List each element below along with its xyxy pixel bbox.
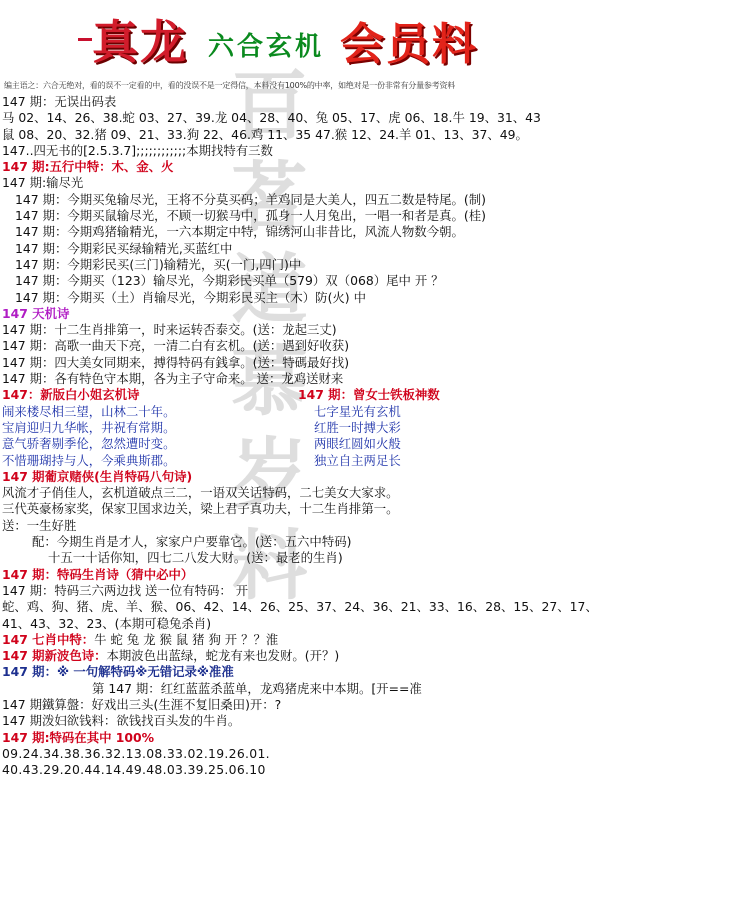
poem-left-line: 不惜珊瑚持与人，今乘典斯郡。: [2, 452, 176, 468]
text-line: 147 期：今期买（土）肖输尽光，今期彩民买主（木）防(火) 中: [15, 289, 366, 305]
right-column-title: 147 期：曾女士铁板神数: [298, 387, 440, 403]
logo-title-part3: 会员料: [340, 19, 478, 70]
watermark-char: 百: [231, 61, 308, 150]
poem-right-line: 两眼红圆如火般: [314, 436, 401, 452]
text-line: 第 147 期：红红蓝蓝杀蓝单，龙鸡猪虎来中本期。[开==准: [92, 680, 422, 696]
text-line: 147 期：高歌一曲天下亮，一清二白有玄机。(送：遇到好收获): [2, 338, 350, 354]
text-line: 147 期：今期彩民买绿输精光,买蓝红中: [15, 240, 233, 256]
watermark-char: 茗: [231, 153, 308, 242]
poem-right-line: 独立自主两足长: [314, 452, 401, 468]
disclaimer-notice: 编主语之：六合无绝对，看的误不一定看的中，看的没误不是一定得信，本料没有100%的中率，如绝对是一份非常有分量参考资料: [4, 81, 456, 90]
text-line: 147 期：十二生肖排第一，时来运转否泰交。(送：龙起三丈): [2, 322, 337, 338]
text-line: 147 期：特码三六两边找 送一位有特码： 开: [2, 582, 249, 598]
text-line: 147 期：今期买（123）输尽光，今期彩民买单（579）双（068）尾中 开 ？: [15, 273, 444, 289]
logo-title-part2: 六合玄机: [208, 32, 325, 62]
poem-right-line: 红胜一时搏大彩: [314, 419, 401, 435]
poem-left-line: 闹来楼尽相三望，山林二十年。: [2, 403, 176, 419]
text-line: [0, 632, 744, 648]
poem-row: [0, 453, 744, 469]
text-line: 鼠 08、20、32.猪 09、21、33.狗 22、46.鸡 11、35 47.猴 12、24.羊 01、13、37、49。: [2, 126, 528, 142]
section-bottom: [0, 469, 744, 779]
text-line: 三代英豪杨家奖，保家卫国求边关，梁上君子真功夫，十二生肖排第一。: [2, 501, 399, 517]
text-line: [0, 648, 744, 664]
text-line: 41、43、32、23、(本期可稳兔杀肖): [2, 615, 212, 631]
text-line: 十五一十话你知，四七二八发大财。(送：最老的生肖): [48, 550, 343, 566]
text-line: 蛇、鸡、狗、猪、虎、羊、猴、06、42、14、26、25、37、24、36、21、33、16、28、15、27、17、: [2, 599, 598, 615]
text-line: 09.24.34.38.36.32.13.08.33.02.19.26.01.: [2, 745, 270, 761]
section-top: [0, 94, 744, 387]
text-line: 147 期葡京赌侠(生肖特码八句诗): [2, 468, 193, 484]
text-line: 配：今期生肖是才人，家家户户要靠它。(送：五六中特码): [32, 534, 352, 550]
text-line: 147 期：※ 一句解特码※无错记录※准准: [2, 664, 234, 680]
line-text: 本期波色出蓝绿，蛇龙有来也发财。(开？): [106, 648, 340, 664]
poem-two-column: [0, 387, 744, 468]
text-line: 147 期：今期彩民买(三门)输精光，买(一门,四门)中: [15, 256, 302, 272]
document-body: [0, 94, 744, 778]
text-line: 147 期:特码在其中 100%: [2, 729, 155, 745]
poem-left-line: 意气骄奢剔季伦，忽然遭时变。: [2, 436, 176, 452]
logo-title-part1: 真龙: [92, 15, 188, 69]
text-line: 147 期：四大美女同期来，搏得特码有銭拿。(送：特碼最好找): [2, 354, 350, 370]
text-line: 送：一生好胜: [2, 517, 77, 533]
text-line: 147 期：各有特色守本期，各为主子守命来。 送：龙鸡送财来: [2, 371, 344, 387]
text-line: 147 期：今期买鼠输尽光，不顾一切猴马中，孤身一人月兔出，一唱一和者是真。(桂): [15, 208, 486, 224]
text-line: 马 02、14、26、38.蛇 03、27、39.龙 04、28、40、兔 05、17、虎 06、18.牛 19、31、43: [2, 110, 541, 126]
text-line: 147 期:输尽光: [2, 175, 84, 191]
poem-row: [0, 436, 744, 452]
watermark-char: 道: [231, 245, 308, 334]
poem-row: [0, 404, 744, 420]
watermark-char: 慕: [231, 337, 308, 426]
text-line: 147 期：无误出码表: [2, 94, 117, 109]
text-line: 147 期泼妇欲钱料：欲钱找百头发的牛肖。: [2, 713, 241, 729]
text-line: 40.43.29.20.44.14.49.48.03.39.25.06.10: [2, 762, 266, 778]
text-line: 147 期:五行中特：木、金、火: [2, 159, 174, 175]
text-line: 147..四无书的[2.5.3.7];;;;;;;;;;;;本期找特有三数: [2, 142, 273, 158]
poem-right-line: 七字星光有玄机: [314, 403, 401, 419]
text-line: 147 期：特码生肖诗（猜中必中）: [2, 566, 194, 582]
text-line: 147 期：今期买兔输尽光，王将不分莫买码；羊鸡同是大美人，四五二数是特尾。(制): [15, 191, 486, 207]
text-line: 147 期鐵算盤：好戏出三头(生涯不复旧桑田)开：?: [2, 696, 282, 712]
header-banner: [0, 0, 744, 78]
poem-left-line: 宝肩迎归九华帐，井祝有常期。: [2, 419, 176, 435]
line-label: 147 七肖中特：: [2, 631, 95, 647]
text-line: 147 天机诗: [2, 305, 70, 321]
watermark-char: 料: [231, 521, 308, 610]
logo-dash: [78, 38, 92, 41]
poem-row: [0, 420, 744, 436]
line-label: 147 期新波色诗：: [2, 648, 107, 664]
watermark-char: 岁: [231, 429, 308, 518]
text-line: 风流才子俏佳人，玄机道破点三二，一语双关话特码，二七美女大家求。: [2, 485, 399, 501]
line-text: 牛 蛇 兔 龙 猴 鼠 猪 狗 开 ？？淮: [94, 631, 279, 647]
text-line: 147 期：今期鸡猪输精光，一六本期定中特，锦绣河山非昔比，风流人物数今朝。: [15, 224, 464, 240]
left-column-title: 147：新版白小姐玄机诗: [2, 387, 140, 403]
